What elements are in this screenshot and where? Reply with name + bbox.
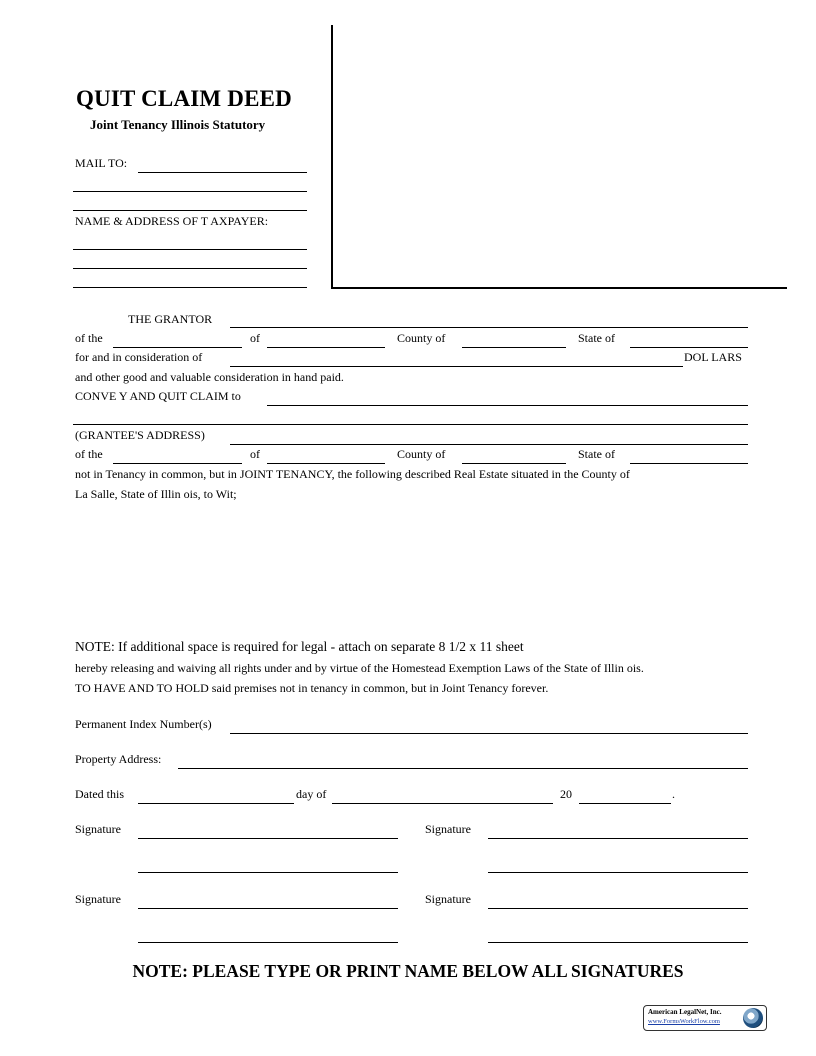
grantee-name-field[interactable] [267,405,748,406]
mail-to-field-3[interactable] [73,210,307,211]
date-period: . [672,787,675,801]
logo-website-link[interactable]: www.FormsWorkFlow.com [648,1018,720,1025]
globe-icon [743,1008,763,1028]
dollars-label: DOL LARS [684,350,742,364]
other-consideration-text: and other good and valuable consideration in hand paid. [75,370,344,384]
grantee-address-field[interactable] [230,444,748,445]
to-have-text: TO HAVE AND TO HOLD said premises not in tenancy in common, but in Joint Tenancy forever. [75,681,549,695]
grantor-name-field[interactable] [230,327,748,328]
logo-company-name: American LegalNet, Inc. [648,1008,722,1016]
pin-field[interactable] [230,733,748,734]
legal-description-note: NOTE: If additional space is required for legal - attach on separate 8 1/2 x 11 sheet [75,639,524,654]
signature-label-1: Signature [75,822,121,836]
taxpayer-field-2[interactable] [73,268,307,269]
location-text: La Salle, State of Illin ois, to Wit; [75,487,237,501]
consideration-amount-field[interactable] [230,366,683,367]
year-prefix-label: 20 [560,787,572,801]
signature-field-3[interactable] [138,908,398,909]
signature-label-4: Signature [425,892,471,906]
taxpayer-field-1[interactable] [73,249,307,250]
printed-name-field-1[interactable] [138,872,398,873]
grantor-of-label: of [250,331,260,345]
grantor-county-field[interactable] [462,347,566,348]
taxpayer-label: NAME & ADDRESS OF T AXPAYER: [75,214,269,228]
taxpayer-field-3[interactable] [73,287,307,288]
recording-box-bottom-border [331,287,787,289]
grantee-address-label: (GRANTEE'S ADDRESS) [75,428,205,442]
grantee-of-the-label: of the [75,447,103,461]
grantee-state-field[interactable] [630,463,748,464]
consideration-label: for and in consideration of [75,350,203,364]
grantee-state-label: State of [578,447,615,461]
signature-field-4[interactable] [488,908,748,909]
property-address-label: Property Address: [75,752,162,766]
convey-label: CONVE Y AND QUIT CLAIM to [75,389,241,403]
dated-year-field[interactable] [579,803,671,804]
grantor-label: THE GRANTOR [128,312,213,326]
signature-label-3: Signature [75,892,121,906]
printed-name-field-2[interactable] [488,872,748,873]
grantor-city-field[interactable] [267,347,385,348]
print-name-note: NOTE: PLEASE TYPE OR PRINT NAME BELOW ALL SIGNATURES [132,961,684,981]
homestead-text: hereby releasing and waiving all rights under and by virtue of the Homestead Exemption Laws of the State of Illin ois. [75,661,644,675]
recording-box-left-border [331,25,333,288]
dated-label: Dated this [75,787,124,801]
grantor-state-field[interactable] [630,347,748,348]
grantee-name-field-2[interactable] [73,424,748,425]
grantor-county-label: County of [397,331,446,345]
grantee-city-field[interactable] [267,463,385,464]
grantor-state-label: State of [578,331,615,345]
grantee-county-field[interactable] [462,463,566,464]
document-subtitle: Joint Tenancy Illinois Statutory [90,117,266,132]
grantor-of-the-field[interactable] [113,347,242,348]
mail-to-field-1[interactable] [138,172,307,173]
mail-to-label: MAIL TO: [75,156,128,170]
day-of-label: day of [296,787,327,801]
dated-day-field[interactable] [138,803,294,804]
grantee-county-label: County of [397,447,446,461]
printed-name-field-4[interactable] [488,942,748,943]
pin-label: Permanent Index Number(s) [75,717,212,731]
signature-label-2: Signature [425,822,471,836]
grantee-of-the-field[interactable] [113,463,242,464]
mail-to-field-2[interactable] [73,191,307,192]
grantee-of-label: of [250,447,260,461]
dated-month-field[interactable] [332,803,553,804]
signature-field-1[interactable] [138,838,398,839]
signature-field-2[interactable] [488,838,748,839]
property-address-field[interactable] [178,768,748,769]
printed-name-field-3[interactable] [138,942,398,943]
tenancy-text: not in Tenancy in common, but in JOINT TENANCY, the following described Real Estate situated in the County of [75,467,630,481]
document-title: QUIT CLAIM DEED [76,86,292,111]
publisher-logo[interactable] [643,1005,767,1031]
grantor-of-the-label: of the [75,331,103,345]
